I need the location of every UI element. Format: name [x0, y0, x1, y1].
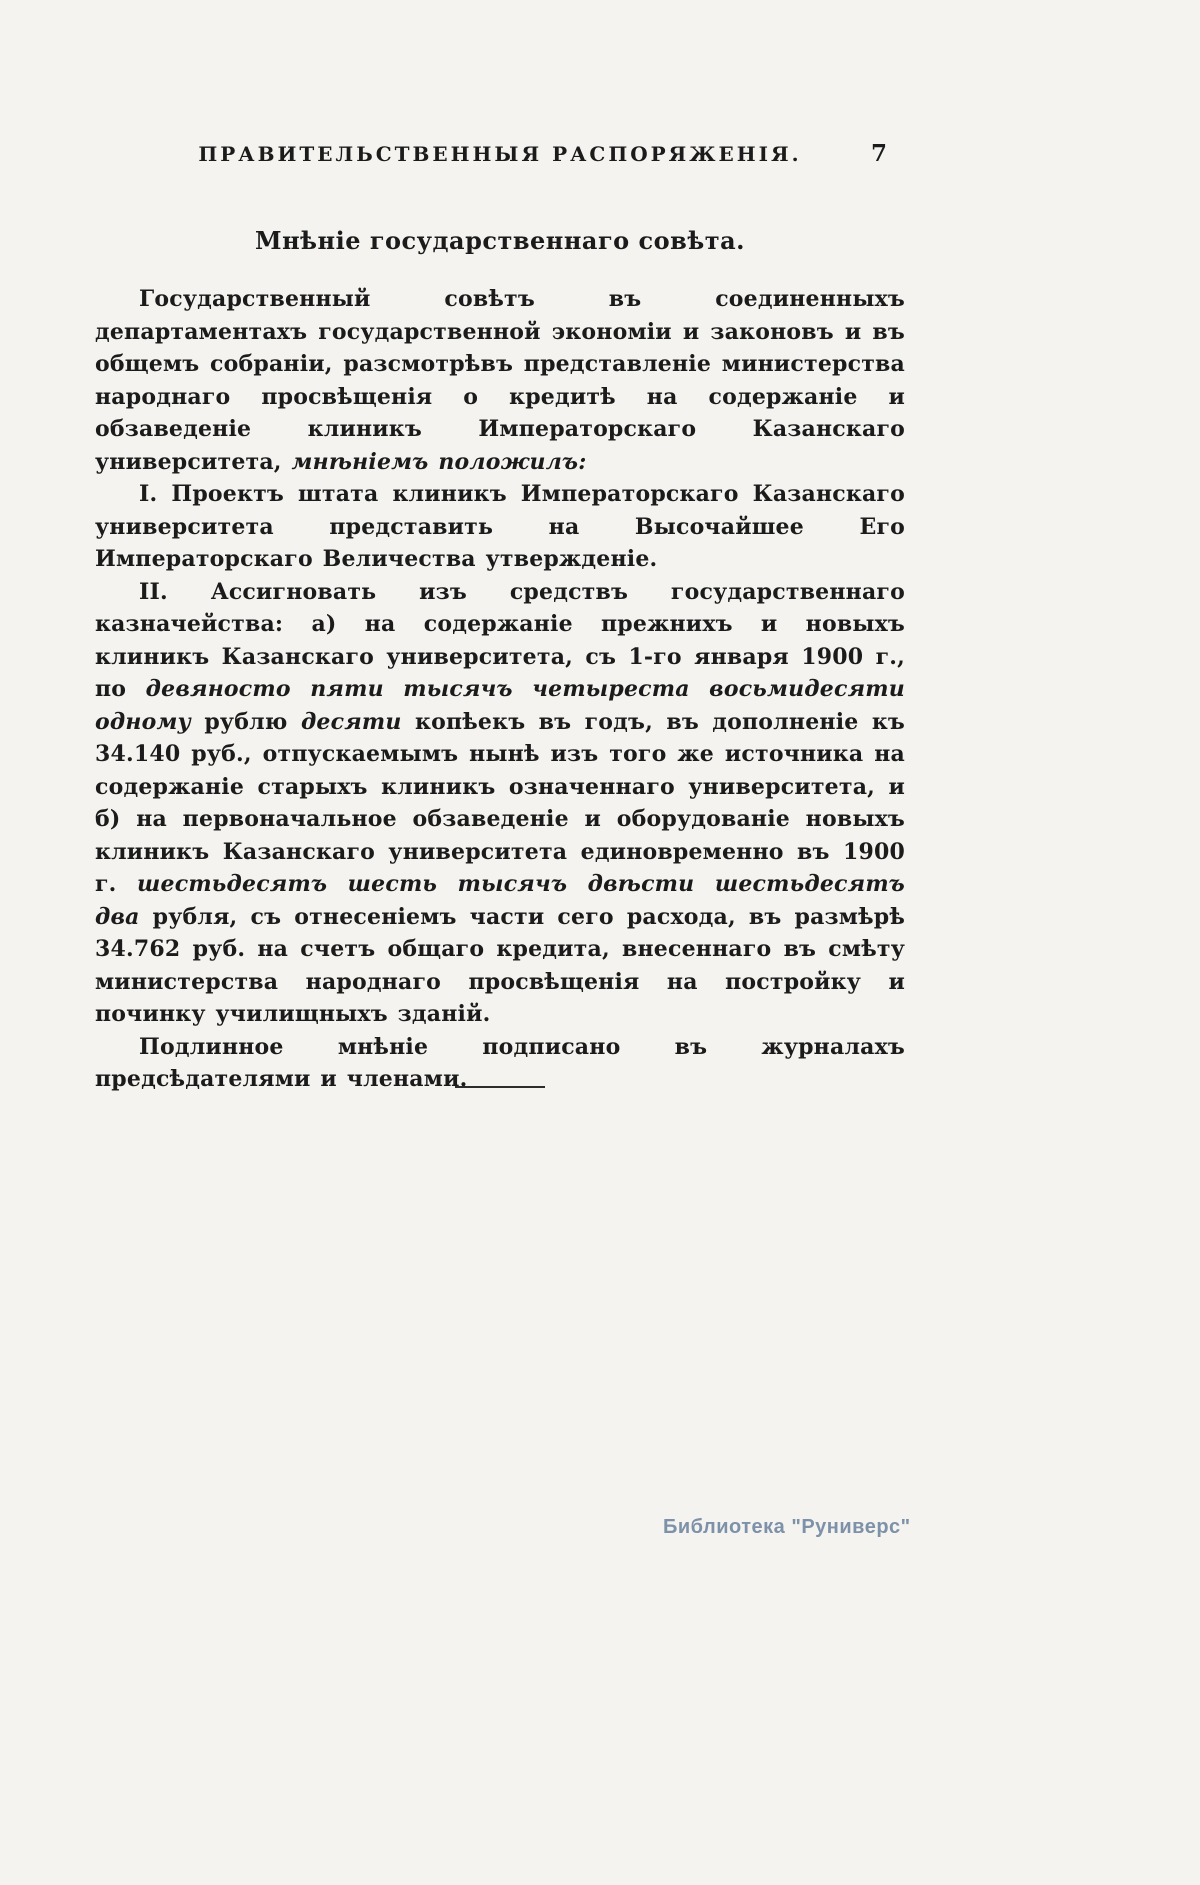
paragraph-point-2 — [95, 576, 905, 1031]
page-number: 7 — [870, 140, 887, 167]
paragraph-intro — [95, 283, 905, 478]
document-body — [95, 283, 905, 1096]
body-text-segment: I. Проектъ штата клиникъ Императорскаго Казанскаго университета представить на Высочайшее Его Императорскаго Величества утвержденіе. — [95, 481, 905, 572]
body-text-segment: Подлинное мнѣніе подписано въ журналахъ предсѣдателями и членами. — [95, 1033, 905, 1092]
body-text-segment: копѣекъ въ годъ, въ дополненіе къ 34.140 руб., отпускаемымъ нынѣ изъ того же источника на содержаніе старыхъ клиникъ означеннаго университета, и б) на первоначальное обзаведеніе и оборудованіе новыхъ клиникъ Казанскаго университета единовременно въ 1900 г. — [95, 708, 905, 897]
italic-text: десяти — [300, 708, 402, 735]
body-text-segment: рублю — [190, 708, 301, 735]
italic-text: шестьдесятъ шесть тысячъ двѣсти шестьдесятъ два — [95, 871, 905, 930]
body-text-segment: Государственный совѣтъ въ соединенныхъ департаментахъ государственной экономіи и законовъ и въ общемъ собраніи, разсмотрѣвъ представленіе министерства народнаго просвѣщенія о кредитѣ на содержаніе и обзаведеніе клиникъ Императорскаго Казанскаго университета, — [95, 286, 905, 475]
body-text-segment: II. Ассигновать изъ средствъ государственнаго казначейства: а) на содержаніе прежнихъ и новыхъ клиникъ Казанскаго университета, съ 1-го января 1900 г., по — [95, 578, 905, 702]
section-divider — [455, 1086, 545, 1088]
body-text-segment: рубля, съ отнесеніемъ части сего расхода, въ размѣрѣ 34.762 руб. на счетъ общаго кредита, внесеннаго въ смѣту министерства народнаго просвѣщенія на постройку и починку училищныхъ зданій. — [95, 903, 905, 1027]
page-header — [95, 142, 905, 172]
library-watermark: Библиотека "Руниверс" — [663, 1516, 911, 1538]
running-title: ПРАВИТЕЛЬСТВЕННЫЯ РАСПОРЯЖЕНІЯ. — [198, 142, 802, 166]
paragraph-point-1 — [95, 478, 905, 576]
italic-text: девяносто пяти тысячъ четыреста восьмидесяти одному — [95, 676, 905, 735]
italic-text: мнѣніемъ положилъ: — [291, 448, 587, 475]
section-title: Мнѣніе государственнаго совѣта. — [255, 226, 745, 255]
